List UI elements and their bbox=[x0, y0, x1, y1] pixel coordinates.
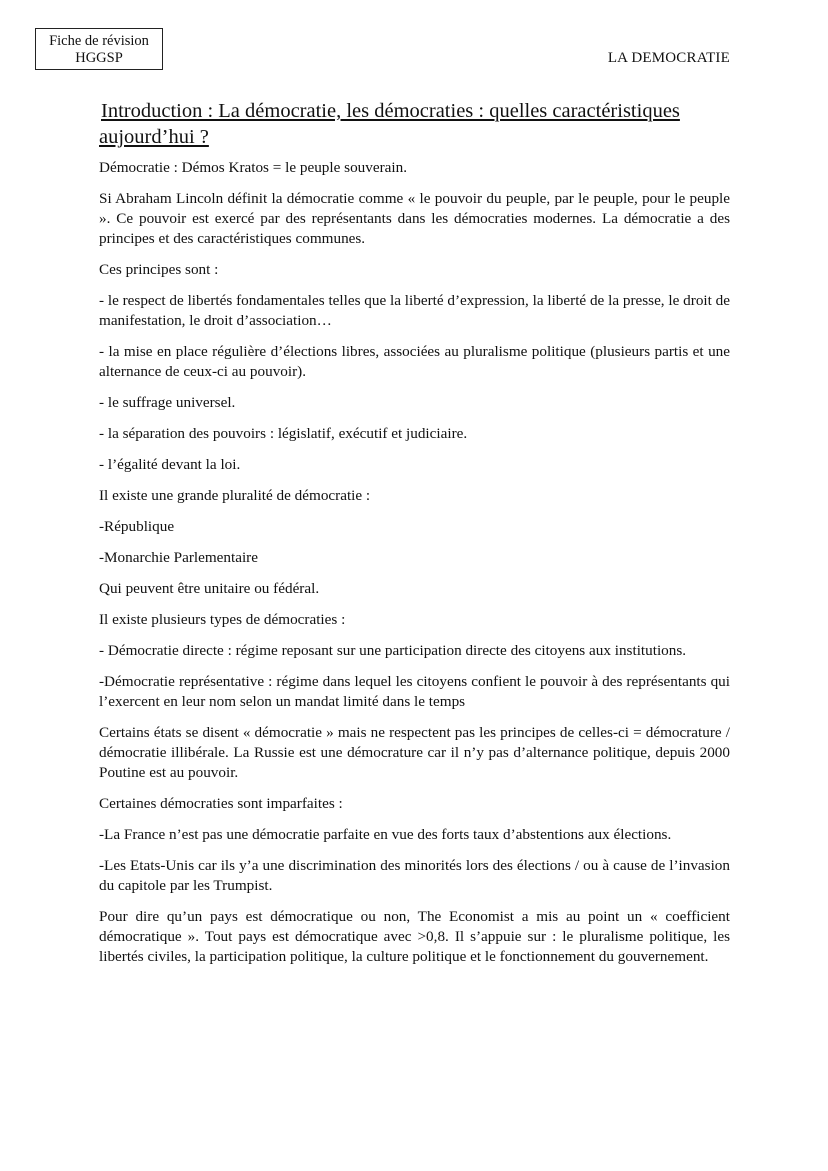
paragraph: - le respect de libertés fondamentales telles que la liberté d’expression, la liberté de la presse, le droit de manifestation, le droit d’association… bbox=[99, 292, 730, 329]
paragraph: Pour dire qu’un pays est démocratique ou non, The Economist a mis au point un « coefficient démocratique ». Tout pays est démocratique avec >0,8. Il s’appuie sur : le pluralisme politique, les libertés civiles, la participation politique, la culture politique et le fonctionnement du gouvernement. bbox=[99, 908, 730, 965]
paragraph: Certaines démocraties sont imparfaites : bbox=[99, 795, 343, 812]
paragraph: Il existe plusieurs types de démocraties : bbox=[99, 611, 346, 628]
document-body bbox=[99, 98, 730, 978]
paragraph: Qui peuvent être unitaire ou fédéral. bbox=[99, 580, 320, 597]
paragraph: -La France n’est pas une démocratie parfaite en vue des forts taux d’abstentions aux élections. bbox=[99, 826, 672, 843]
paragraph: - la séparation des pouvoirs : législatif, exécutif et judiciaire. bbox=[99, 425, 468, 442]
paragraph: -Les Etats-Unis car ils y’a une discrimination des minorités lors des élections / ou à cause de l’invasion du capitole par les Trumpist. bbox=[99, 857, 730, 894]
header-title: LA DEMOCRATIE bbox=[607, 50, 730, 66]
paragraph: Certains états se disent « démocratie » mais ne respectent pas les principes de celles-ci = démocrature / démocratie illibérale. La Russie est une démocrature car il n’y pas d’alternance politique, depuis 2000 Poutine est au pouvoir. bbox=[99, 724, 730, 781]
paragraph: Ces principes sont : bbox=[99, 261, 219, 278]
header-box-line1: Fiche de révision bbox=[49, 33, 149, 49]
paragraph: -République bbox=[99, 518, 175, 535]
paragraph: Démocratie : Démos Kratos = le peuple souverain. bbox=[99, 159, 407, 176]
page-title: Introduction : La démocratie, les démocraties : quelles caractéristiques aujourd’hui ? bbox=[99, 100, 680, 148]
paragraph: - le suffrage universel. bbox=[99, 394, 236, 411]
paragraph: Si Abraham Lincoln définit la démocratie comme « le pouvoir du peuple, par le peuple, pour le peuple ». Ce pouvoir est exercé par des représentants dans les démocraties modernes. La démocratie a des principes et des caractéristiques communes. bbox=[99, 190, 730, 247]
header-box-line2: HGGSP bbox=[75, 50, 123, 66]
paragraph: -Monarchie Parlementaire bbox=[99, 549, 258, 566]
paragraph: -Démocratie représentative : régime dans lequel les citoyens confient le pouvoir à des représentants qui l’exercent en leur nom selon un mandat limité dans le temps bbox=[99, 673, 730, 710]
paragraph: - Démocratie directe : régime reposant sur une participation directe des citoyens aux institutions. bbox=[99, 642, 687, 659]
header-box bbox=[35, 28, 163, 70]
paragraph: - la mise en place régulière d’élections libres, associées au pluralisme politique (plusieurs partis et une alternance de ceux-ci au pouvoir). bbox=[99, 343, 730, 380]
paragraph: - l’égalité devant la loi. bbox=[99, 456, 241, 473]
paragraph: Il existe une grande pluralité de démocratie : bbox=[99, 487, 371, 504]
